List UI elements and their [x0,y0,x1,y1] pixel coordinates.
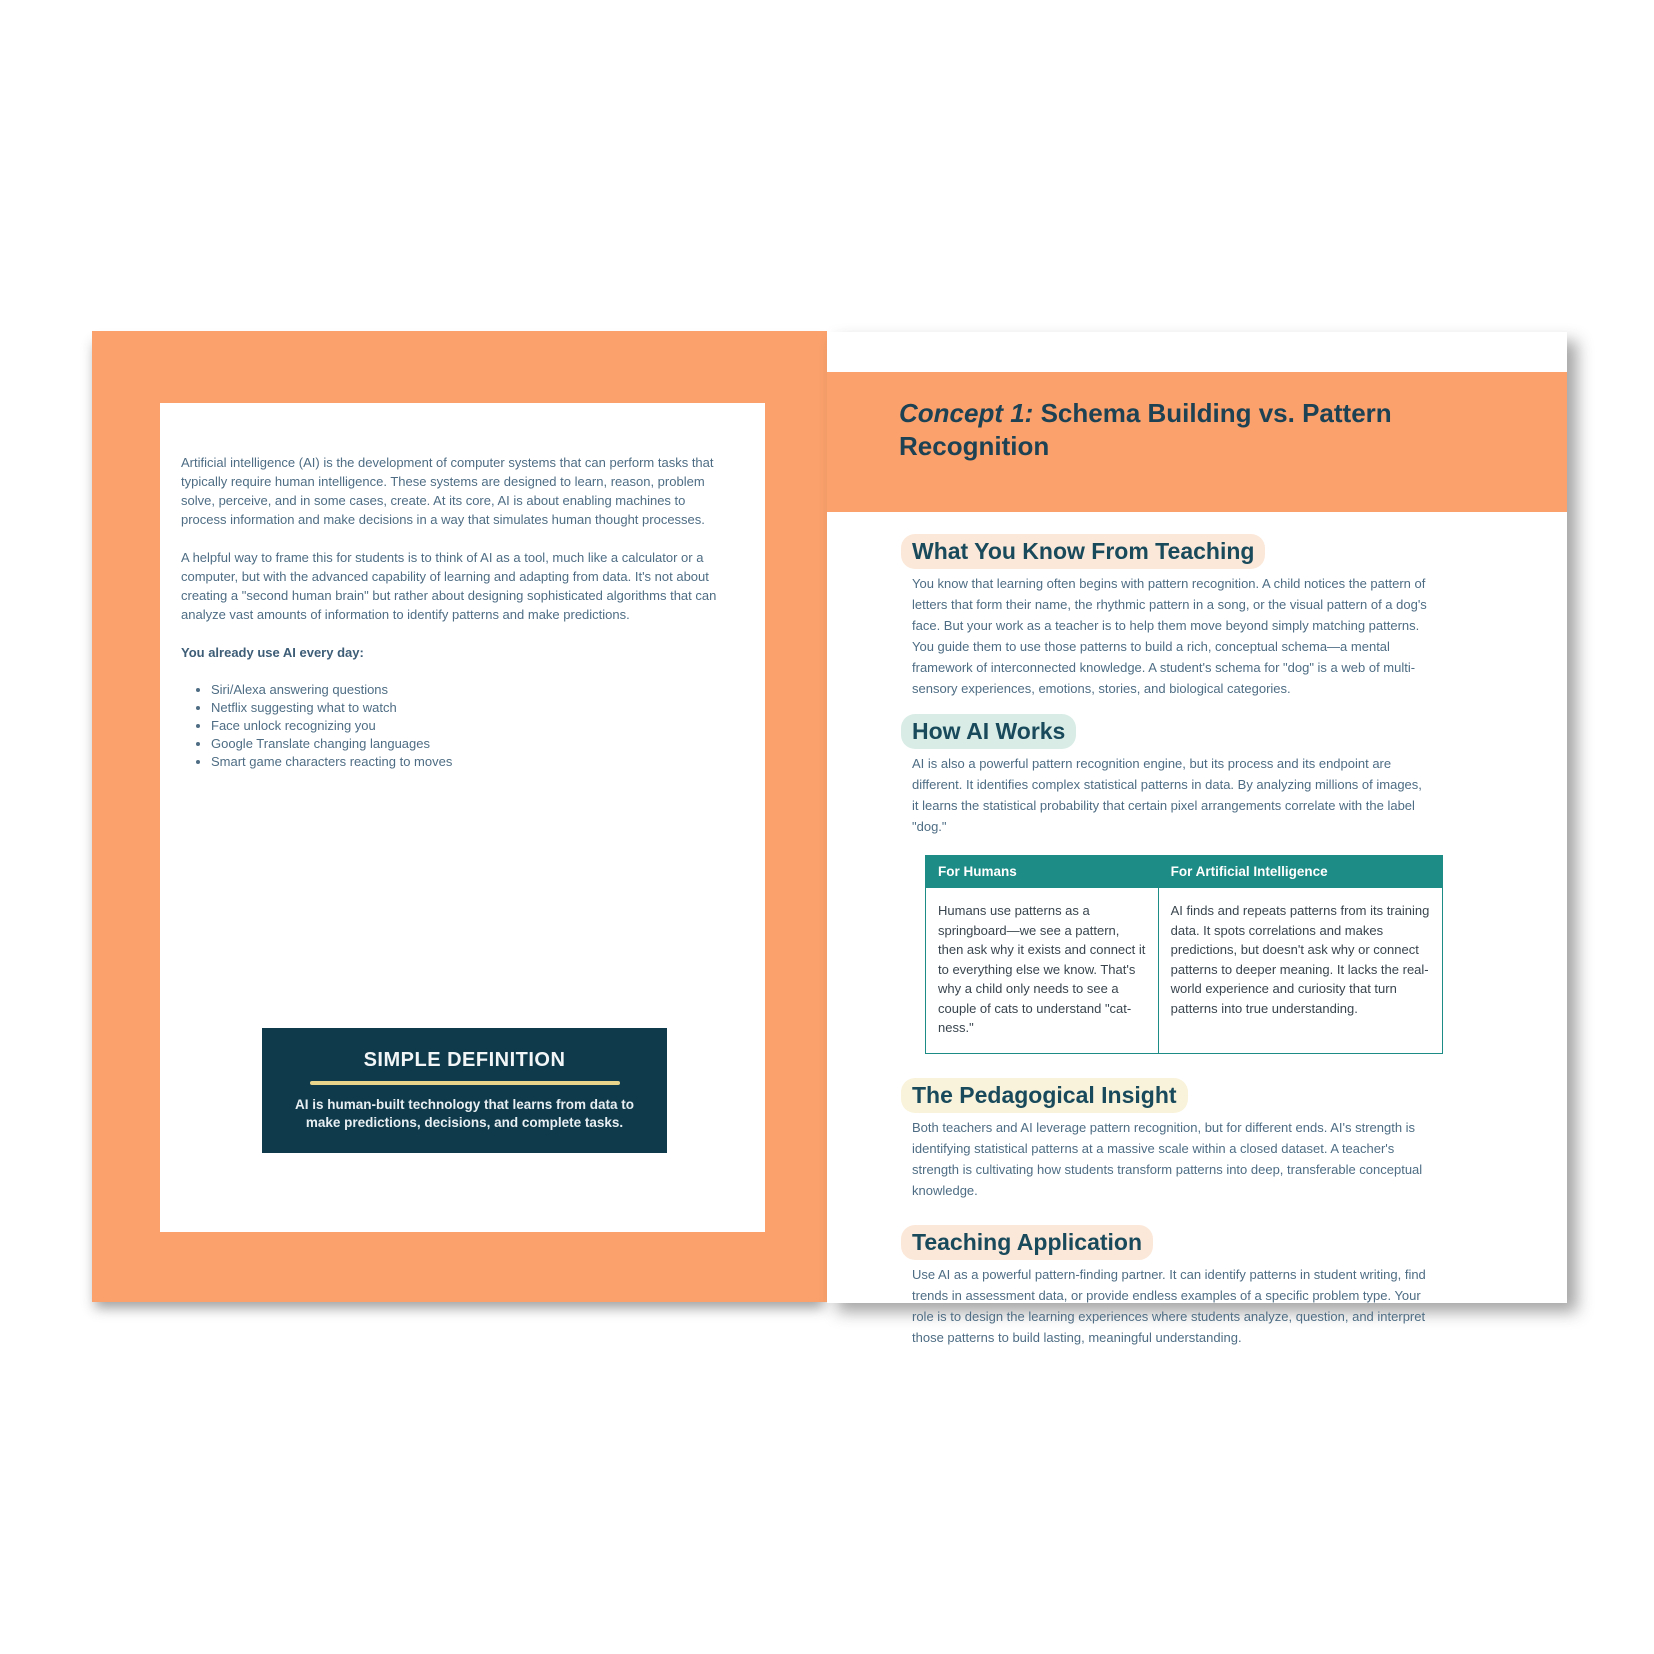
section-heading: How AI Works [901,714,1076,749]
section-how-ai-works [912,714,1430,1054]
section-heading: Teaching Application [901,1225,1153,1260]
intro-paragraph-2: A helpful way to frame this for students is to think of AI as a tool, much like a calculator or a computer, but with the advanced capability of learning and adapting from data. It's not about creating a "second human brain" but rather about designing sophisticated algorithms that can analyze vast amounts of information to identify patterns and make predictions. [181,550,717,622]
simple-definition-text: AI is human-built technology that learns from data to make predictions, decisions, and complete tasks. [294,1097,635,1130]
section-body: Both teachers and AI leverage pattern recognition, but for different ends. AI's strength is identifying statistical patterns at a massive scale within a closed dataset. A teacher's strength is cultivating how students transform patterns into deep, transferable conceptual knowledge. [912,1119,1423,1198]
section-heading: What You Know From Teaching [901,534,1265,569]
section-body: AI is also a powerful pattern recognition engine, but its process and its endpoint are different. It identifies complex statistical patterns in data. By analyzing millions of images, it learns the statistical probability that certain pixel arrangements correlate with the label "dog." [912,756,1422,834]
table-row [926,888,1443,1053]
section-what-you-know [912,534,1430,699]
section-body: You know that learning often begins with pattern recognition. A child notices the pattern of letters that form their name, the rhythmic pattern in a song, or the visual pattern of a dog's face. But your work as a teacher is to help them move beyond simply matching patterns. You guide them to use those patterns to build a rich, conceptual schema—a mental framework of interconnected knowledge. A student's schema for "dog" is a web of multi-sensory experiences, emotions, stories, and biological categories. [912,576,1427,696]
section-teaching-application [912,1225,1430,1348]
table-header-ai: For Artificial Intelligence [1158,856,1442,889]
list-item: • Face unlock recognizing you [211,717,723,735]
left-page-card-content [160,403,765,771]
list-item: • Netflix suggesting what to watch [211,699,723,717]
section-pedagogical-insight [912,1078,1430,1201]
list-item: • Siri/Alexa answering questions [211,681,723,699]
humans-vs-ai-table [925,855,1443,1054]
list-item: • Google Translate changing languages [211,735,723,753]
table-header-row [926,856,1443,889]
section-body: Use AI as a powerful pattern-finding partner. It can identify patterns in student writing, find trends in assessment data, or provide endless examples of a specific problem type. Your role is to design the learning experiences where students analyze, question, and interpret those patterns to build lasting, meaningful understanding. [912,1266,1426,1345]
left-page [92,331,827,1302]
everyday-ai-list [181,681,723,771]
intro-paragraph-1: Artificial intelligence (AI) is the development of computer systems that can perform tasks that typically require human intelligence. These systems are designed to learn, reason, problem solve, perceive, and in some cases, create. At its core, AI is about enabling machines to process information and make decisions in a way that simulates human thought processes. [181,455,714,527]
simple-definition-title: SIMPLE DEFINITION [363,1049,566,1071]
table-header-humans: For Humans [926,856,1159,889]
list-item: • Smart game characters reacting to moves [211,753,723,771]
page-title-rest: Schema Building vs. Pattern Recognition [899,398,1392,461]
simple-definition-box [262,1028,667,1153]
everyday-ai-lead: You already use AI every day: [181,645,364,660]
left-page-card [160,403,765,1232]
right-page-content [827,512,1430,1348]
concept-title-banner [827,372,1567,512]
page-title [899,397,1527,463]
table-cell-ai: AI finds and repeats patterns from its training data. It spots correlations and makes predictions, but doesn't ask why or connect patterns to deeper meaning. It lacks the real-world experience and curiosity that turn patterns into true understanding. [1158,888,1442,1053]
gold-divider [310,1081,620,1085]
right-page [827,332,1567,1345]
section-heading: The Pedagogical Insight [901,1078,1188,1113]
table-cell-humans: Humans use patterns as a springboard—we see a pattern, then ask why it exists and connect it to everything else we know. That's why a child only needs to see a couple of cats to understand "cat-ness." [926,888,1159,1053]
page-title-prefix: Concept 1: [899,398,1034,428]
